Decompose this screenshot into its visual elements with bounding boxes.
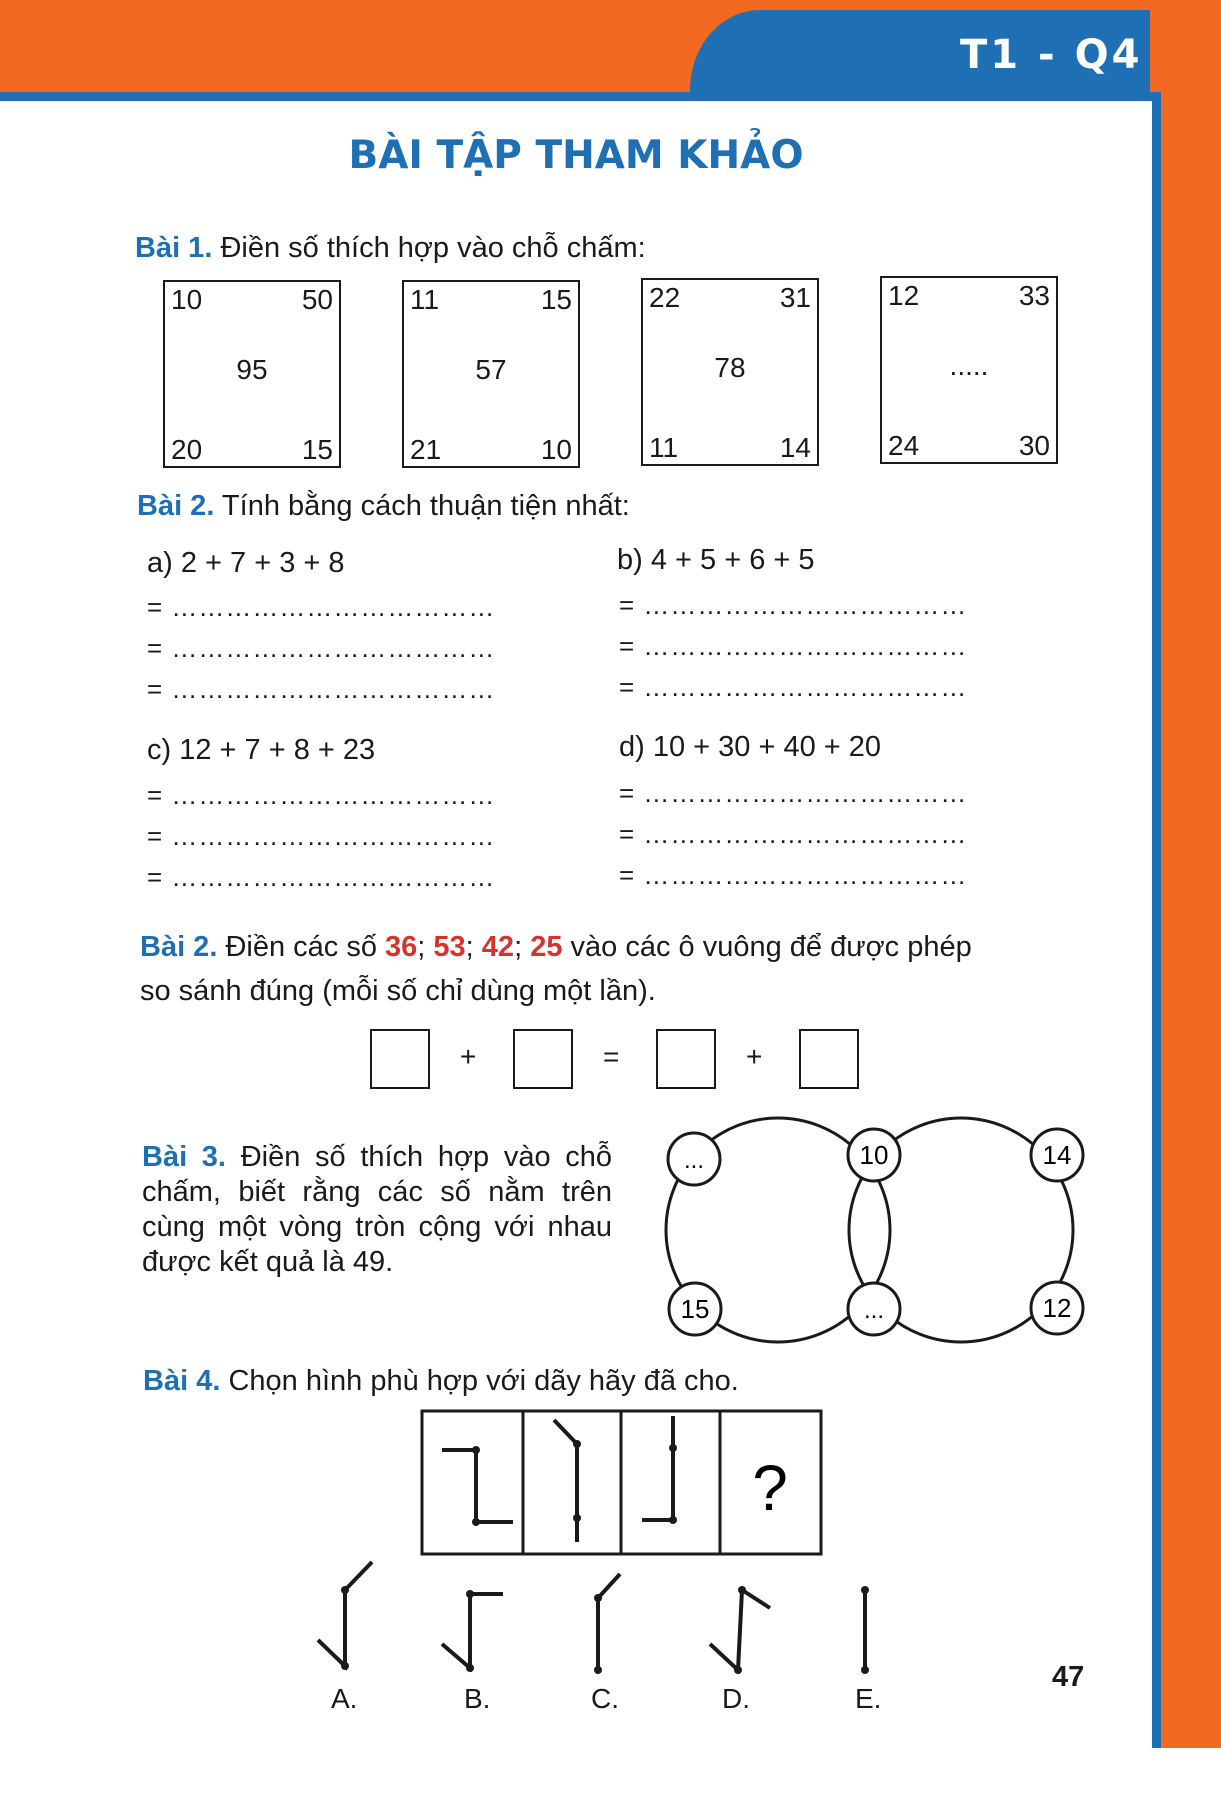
- box-3-bottom-left: 11: [649, 432, 679, 463]
- bai2a-instruction: Tính bằng cách thuận tiện nhất:: [221, 490, 630, 522]
- bai3-label: Bài 3.: [142, 1141, 226, 1173]
- separator: ;: [514, 931, 523, 963]
- answer-line-c-2[interactable]: = ………………………………: [147, 821, 496, 851]
- equals-sign: =: [603, 1041, 620, 1072]
- bai3-text: [142, 1140, 612, 1280]
- answer-line-b-1[interactable]: = ………………………………: [619, 590, 968, 620]
- node-middle-top-text: 10: [859, 1140, 889, 1170]
- box-1-bottom-left: 20: [171, 434, 203, 465]
- bai4-heading: [143, 1365, 739, 1398]
- box-3-top-left: 22: [649, 282, 681, 313]
- answer-line-d-3[interactable]: = ………………………………: [619, 860, 968, 890]
- answer-line-c-3[interactable]: = ………………………………: [147, 862, 496, 892]
- plus-sign: +: [460, 1041, 477, 1072]
- choice-figure-d[interactable]: [710, 1586, 770, 1674]
- answer-choices-figures: [300, 1550, 900, 1675]
- choice-c-label[interactable]: C.: [591, 1683, 619, 1714]
- box-1-top-left: 10: [171, 284, 203, 315]
- box-4-top-left: 12: [888, 280, 920, 311]
- box-3-top-right: 31: [779, 282, 811, 313]
- box-2-top-right: 15: [540, 284, 572, 315]
- answer-line-a-2[interactable]: = ………………………………: [147, 633, 496, 663]
- box-2-bottom-left: 21: [410, 434, 442, 465]
- separator: ;: [417, 931, 426, 963]
- number-box-4: [880, 276, 1058, 464]
- bai2b-text-after: vào các ô vuông để được phép: [570, 931, 972, 963]
- bai3-instruction: Điền số thích hợp vào chỗ chấm, biết rằng các số nằm trên cùng một vòng tròn cộng với nhau được kết quả là 49.: [142, 1141, 613, 1278]
- answer-square-3[interactable]: [656, 1029, 716, 1089]
- answer-line-a-3[interactable]: = ………………………………: [147, 674, 496, 704]
- choice-figure-c[interactable]: [594, 1574, 620, 1674]
- choice-figure-e[interactable]: [861, 1586, 869, 1674]
- node-right-top-text: 14: [1042, 1140, 1072, 1170]
- choice-b-label[interactable]: B.: [464, 1683, 491, 1714]
- expr-d: d) 10 + 30 + 40 + 20: [619, 731, 882, 763]
- answer-line-c-1[interactable]: = ………………………………: [147, 780, 496, 810]
- choice-figure-b[interactable]: [442, 1590, 503, 1672]
- bai1-label: Bài 1.: [135, 232, 213, 264]
- answer-line-d-1[interactable]: = ………………………………: [619, 778, 968, 808]
- lesson-code: T1 - Q4: [960, 32, 1143, 78]
- bai4-label: Bài 4.: [143, 1365, 221, 1397]
- box-2-bottom-right: 10: [540, 434, 572, 465]
- box-1-bottom-right: 15: [301, 434, 333, 465]
- choice-e-label[interactable]: E.: [855, 1683, 882, 1714]
- number-box-1: [163, 280, 341, 468]
- answer-line-d-2[interactable]: = ………………………………: [619, 819, 968, 849]
- question-mark: ?: [752, 1452, 788, 1524]
- box-4-top-right: 33: [1018, 280, 1050, 311]
- number-box-3: [641, 278, 819, 466]
- box-2-top-left: 11: [410, 284, 440, 315]
- number-42: 42: [481, 931, 515, 963]
- box-4-center-blank: .....: [949, 350, 989, 381]
- node-right-bottom-text: 12: [1042, 1293, 1072, 1323]
- node-left-bottom-text: 15: [680, 1294, 710, 1324]
- bai2b-text-before: Điền các số: [225, 931, 377, 963]
- answer-line-a-1[interactable]: = ………………………………: [147, 592, 496, 622]
- expr-c: c) 12 + 7 + 8 + 23: [147, 734, 376, 766]
- answer-square-1[interactable]: [370, 1029, 430, 1089]
- page-title: BÀI TẬP THAM KHẢO: [348, 133, 804, 178]
- bai2a-label: Bài 2.: [137, 490, 215, 522]
- separator: ;: [465, 931, 474, 963]
- plus-sign: +: [746, 1041, 763, 1072]
- box-2-center: 57: [475, 354, 507, 385]
- bai4-instruction: Chọn hình phù hợp với dãy hãy đã cho.: [228, 1365, 739, 1397]
- bai2b-label: Bài 2.: [140, 931, 218, 963]
- bai2b-line2: so sánh đúng (mỗi số chỉ dùng một lần).: [140, 975, 656, 1007]
- answer-line-b-2[interactable]: = ………………………………: [619, 631, 968, 661]
- box-3-bottom-right: 14: [779, 432, 811, 463]
- number-25: 25: [530, 931, 563, 963]
- number-36: 36: [385, 931, 418, 963]
- box-4-bottom-left: 24: [888, 430, 920, 461]
- choice-d-label[interactable]: D.: [722, 1683, 750, 1714]
- node-middle-bottom-text: ...: [863, 1297, 885, 1324]
- sequence-table: [420, 1408, 825, 1558]
- answer-square-4[interactable]: [799, 1029, 859, 1089]
- node-left-top-text: ...: [683, 1147, 705, 1174]
- circles-diagram: [655, 1105, 1095, 1355]
- expr-a: a) 2 + 7 + 3 + 8: [147, 547, 345, 579]
- box-4-bottom-right: 30: [1018, 430, 1050, 461]
- number-box-2: [402, 280, 580, 468]
- page-number: 47: [1052, 1661, 1085, 1693]
- answer-line-b-3[interactable]: = ………………………………: [619, 672, 968, 702]
- bottom-margin: [0, 1748, 1221, 1800]
- answer-square-2[interactable]: [513, 1029, 573, 1089]
- expr-b: b) 4 + 5 + 6 + 5: [617, 544, 815, 576]
- bai2b-heading: [140, 931, 972, 964]
- choice-figure-a[interactable]: [318, 1562, 372, 1670]
- bai2a-heading: [137, 490, 630, 523]
- choice-a-label[interactable]: A.: [331, 1683, 358, 1714]
- box-1-center: 95: [236, 354, 268, 385]
- box-3-center: 78: [714, 352, 746, 383]
- number-53: 53: [433, 931, 466, 963]
- box-1-top-right: 50: [301, 284, 333, 315]
- bai1-heading: [135, 232, 646, 265]
- bai1-instruction: Điền số thích hợp vào chỗ chấm:: [220, 232, 646, 264]
